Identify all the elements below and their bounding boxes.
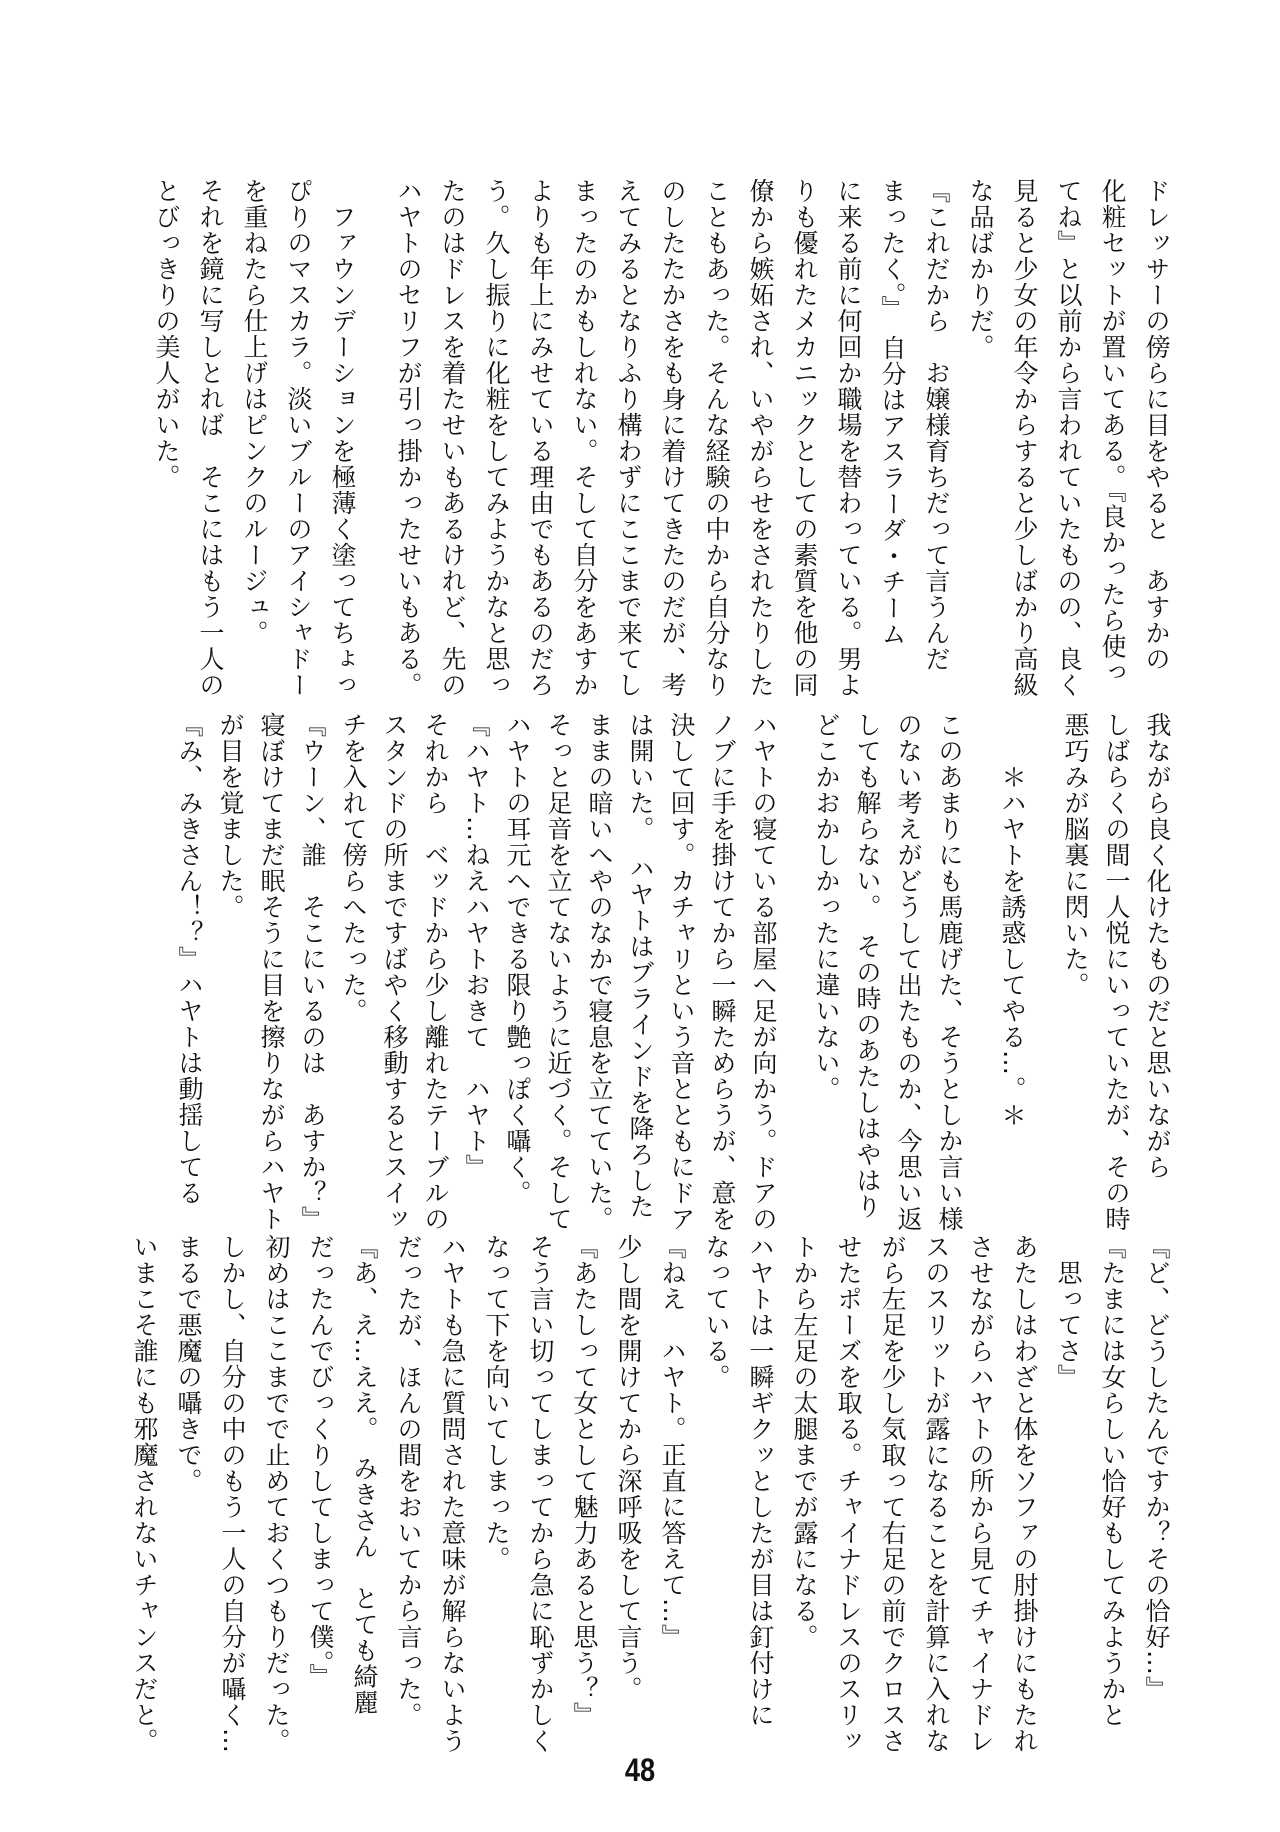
text-line: 『あ、え…ええ。 みきさん とても綺麗	[350, 1234, 379, 1716]
text-line: させながらハヤトの所から見てチャイナドレ	[966, 1234, 995, 1754]
text-line: ぴりのマスカラ。淡いブルーのアイシャドー	[284, 178, 313, 698]
text-line: いまこそ誰にも邪魔されないチャンスだと。	[130, 1234, 159, 1754]
text-line: とびっきりの美人がいた。	[152, 178, 181, 490]
text-line: 化粧セットが置いてある。『良かったら使っ	[1098, 178, 1127, 686]
text-line: せたポーズを取る。チャイナドレスのスリッ	[834, 1234, 863, 1754]
text-line: う。久し振りに化粧をしてみようかなと思っ	[482, 178, 511, 698]
text-line: 我ながら良く化けたものだと思いながら	[1143, 712, 1172, 1180]
text-line: ＊ハヤトを誘惑してやる…。＊	[998, 712, 1027, 1128]
text-line: まったのかもしれない。そして自分をあすか	[570, 178, 599, 698]
text-tier-middle	[108, 712, 1178, 1232]
blank-line	[970, 712, 992, 1227]
text-line: だったが、ほんの間をおいてから言った。	[394, 1234, 423, 1728]
text-line: 『ウーン、誰 そこにいるのは あすか？』	[298, 712, 327, 1232]
text-line: ファウンデーションを極薄く塗ってちょっ	[328, 178, 357, 698]
text-line: りも優れたメカニックとしての素質を他の同	[790, 178, 819, 698]
text-line: 決して回す。カチャリという音とともにドア	[667, 712, 696, 1232]
text-line: 『これだから お嬢様育ちだって言うんだ	[922, 178, 951, 672]
text-line: だったんでびっくりしてしまって僕。』	[306, 1234, 335, 1690]
text-line: ハヤトの耳元へできる限り艶っぽく囁く。	[503, 712, 532, 1206]
text-line: しかし、自分の中のもう一人の自分が囁く…	[218, 1234, 247, 1754]
text-line: のない考えがどうして出たものか、今思い返	[894, 712, 923, 1232]
text-line: のしたたかさをも身に着けてきたのだが、考	[658, 178, 687, 698]
text-line: ハヤトの寝ている部屋へ足が向かう。ドアの	[749, 712, 778, 1232]
text-line: こともあった。そんな経験の中から自分なり	[702, 178, 731, 698]
text-line: このあまりにも馬鹿げた、そうとしか言い様	[935, 712, 964, 1232]
text-line: たのはドレスを着たせいもあるけれど、先の	[438, 178, 467, 698]
text-line: 思ってさ』	[1054, 1234, 1083, 1390]
text-line: を重ねたら仕上げはピンクのルージュ。	[240, 178, 269, 646]
blank-line	[784, 712, 806, 1227]
page-number: 48	[624, 1752, 656, 1788]
text-line: スのスリットが露になることを計算に入れな	[922, 1234, 951, 1754]
text-line: そっと足音を立てないように近づく。そして	[544, 712, 573, 1232]
text-line: 寝ぼけてまだ眠そうに目を擦りながらハヤト	[257, 712, 286, 1232]
text-line: あたしはわざと体をソファの肘掛けにもたれ	[1010, 1234, 1039, 1754]
text-line: よりも年上にみせている理由でもあるのだろ	[526, 178, 555, 698]
text-line: ままの暗いへやのなかで寝息を立てていた。	[585, 712, 614, 1232]
text-line: えてみるとなりふり構わずにここまで来てし	[614, 178, 643, 698]
text-line: がら左足を少し気取って右足の前でクロスさ	[878, 1234, 907, 1754]
text-line: ハヤトは一瞬ギクッとしたが目は釘付けに	[746, 1234, 775, 1728]
text-line: 僚から嫉妬され、いやがらせをされたりした	[746, 178, 775, 698]
text-line: まるで悪魔の囁きで。	[174, 1234, 203, 1494]
text-line: スタンドの所まですばやく移動するとスイッ	[380, 712, 409, 1232]
text-line: それから ベッドから少し離れたテーブルの	[421, 712, 450, 1232]
text-line: に来る前に何回か職場を替わっている。男よ	[834, 178, 863, 698]
text-line: 『み、みきさん！？』ハヤトは動揺してる	[175, 712, 204, 1206]
text-line: それを鏡に写しとれば そこにはもう一人の	[196, 178, 225, 698]
text-line: 『ねえ ハヤト。正直に答えて…』	[658, 1234, 687, 1650]
text-line: しばらくの間一人悦にいっていたが、その時	[1102, 712, 1131, 1232]
text-line: どこかおかしかったに違いない。	[812, 712, 841, 1102]
text-line: 『あたしって女として魅力あると思う？』	[570, 1234, 599, 1728]
blank-line	[364, 178, 386, 693]
text-line: 『ど、どうしたんですか？その恰好…』	[1142, 1234, 1171, 1702]
text-line: が目を覚ました。	[216, 712, 245, 920]
text-line: 悪巧みが脳裏に閃いた。	[1061, 712, 1090, 998]
text-line: チを入れて傍らへたった。	[339, 712, 368, 1024]
text-line: まったく。』 自分はアスラーダ・チーム	[878, 178, 907, 647]
text-line: 『ハヤト…ねえハヤトおきて ハヤト』	[462, 712, 491, 1180]
blank-line	[1033, 712, 1055, 1227]
text-line: しても解らない。 その時のあたしはやはり	[853, 712, 882, 1220]
text-line: なっている。	[702, 1234, 731, 1390]
text-line: は開いた。 ハヤトはブラインドを降ろした	[626, 712, 655, 1220]
text-line: 見ると少女の年令からすると少しばかり高級	[1010, 178, 1039, 698]
text-line: 少し間を開けてから深呼吸をして言う。	[614, 1234, 643, 1702]
text-line: ハヤトも急に質問された意味が解らないよう	[438, 1234, 467, 1754]
text-tier-bottom	[108, 1234, 1178, 1754]
text-line: なって下を向いてしまった。	[482, 1234, 511, 1572]
text-tier-top	[108, 178, 1178, 698]
text-line: ハヤトのセリフが引っ掛かったせいもある。	[394, 178, 423, 698]
text-line: そう言い切ってしまってから急に恥ずかしく	[526, 1234, 555, 1754]
text-line: な品ばかりだ。	[966, 178, 995, 360]
text-line: ドレッサーの傍らに目をやると あすかの	[1142, 178, 1171, 672]
text-line: てね』と以前から言われていたものの、良く	[1054, 178, 1083, 698]
text-line: 初めはここまでで止めておくつもりだった。	[262, 1234, 291, 1754]
text-line: ノブに手を掛けてから一瞬ためらうが、意を	[708, 712, 737, 1232]
text-line: トから左足の太腿までが露になる。	[790, 1234, 819, 1650]
text-line: 『たまには女らしい恰好もしてみようかと	[1098, 1234, 1127, 1728]
